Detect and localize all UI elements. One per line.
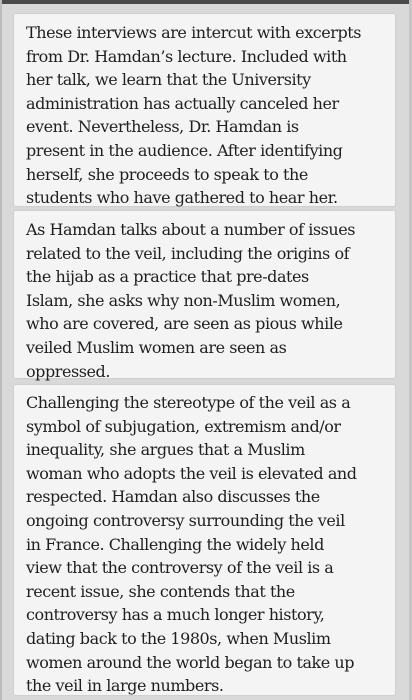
paragraph-card-1 (14, 14, 395, 206)
paragraph-2: As Hamdan talks about a number of issues related to the veil, including the origins of the hijab as a practice that pre-dates Islam, she asks why non-Muslim women, who are covered, are seen as pious while veiled Muslim women are seen as oppressed. (26, 220, 356, 381)
paragraph-card-2 (14, 211, 395, 381)
paragraph-card-3 (14, 385, 395, 695)
left-edge (0, 0, 2, 700)
top-bar (0, 0, 412, 4)
paragraph-1: These interviews are intercut with excerpts from Dr. Hamdan’s lecture. Included with her talk, we learn that the University administration has actually canceled her event. Nevertheless, Dr. Hamdan is present in the audience. After identifying herself, she proceeds to speak to the students who have gathered to hear her. (26, 23, 362, 208)
paragraph-3: Challenging the stereotype of the veil as a symbol of subjugation, extremism and/or inequality, she argues that a Muslim woman who adopts the veil is elevated and respected. Hamdan also discusses the ongoing controversy surrounding the veil in France. Challenging the widely held view that the controversy of the veil is a recent issue, she contends that the controversy has a much longer history, dating back to the 1980s, when Muslim women around the world began to take up the veil in large numbers. (26, 393, 357, 696)
